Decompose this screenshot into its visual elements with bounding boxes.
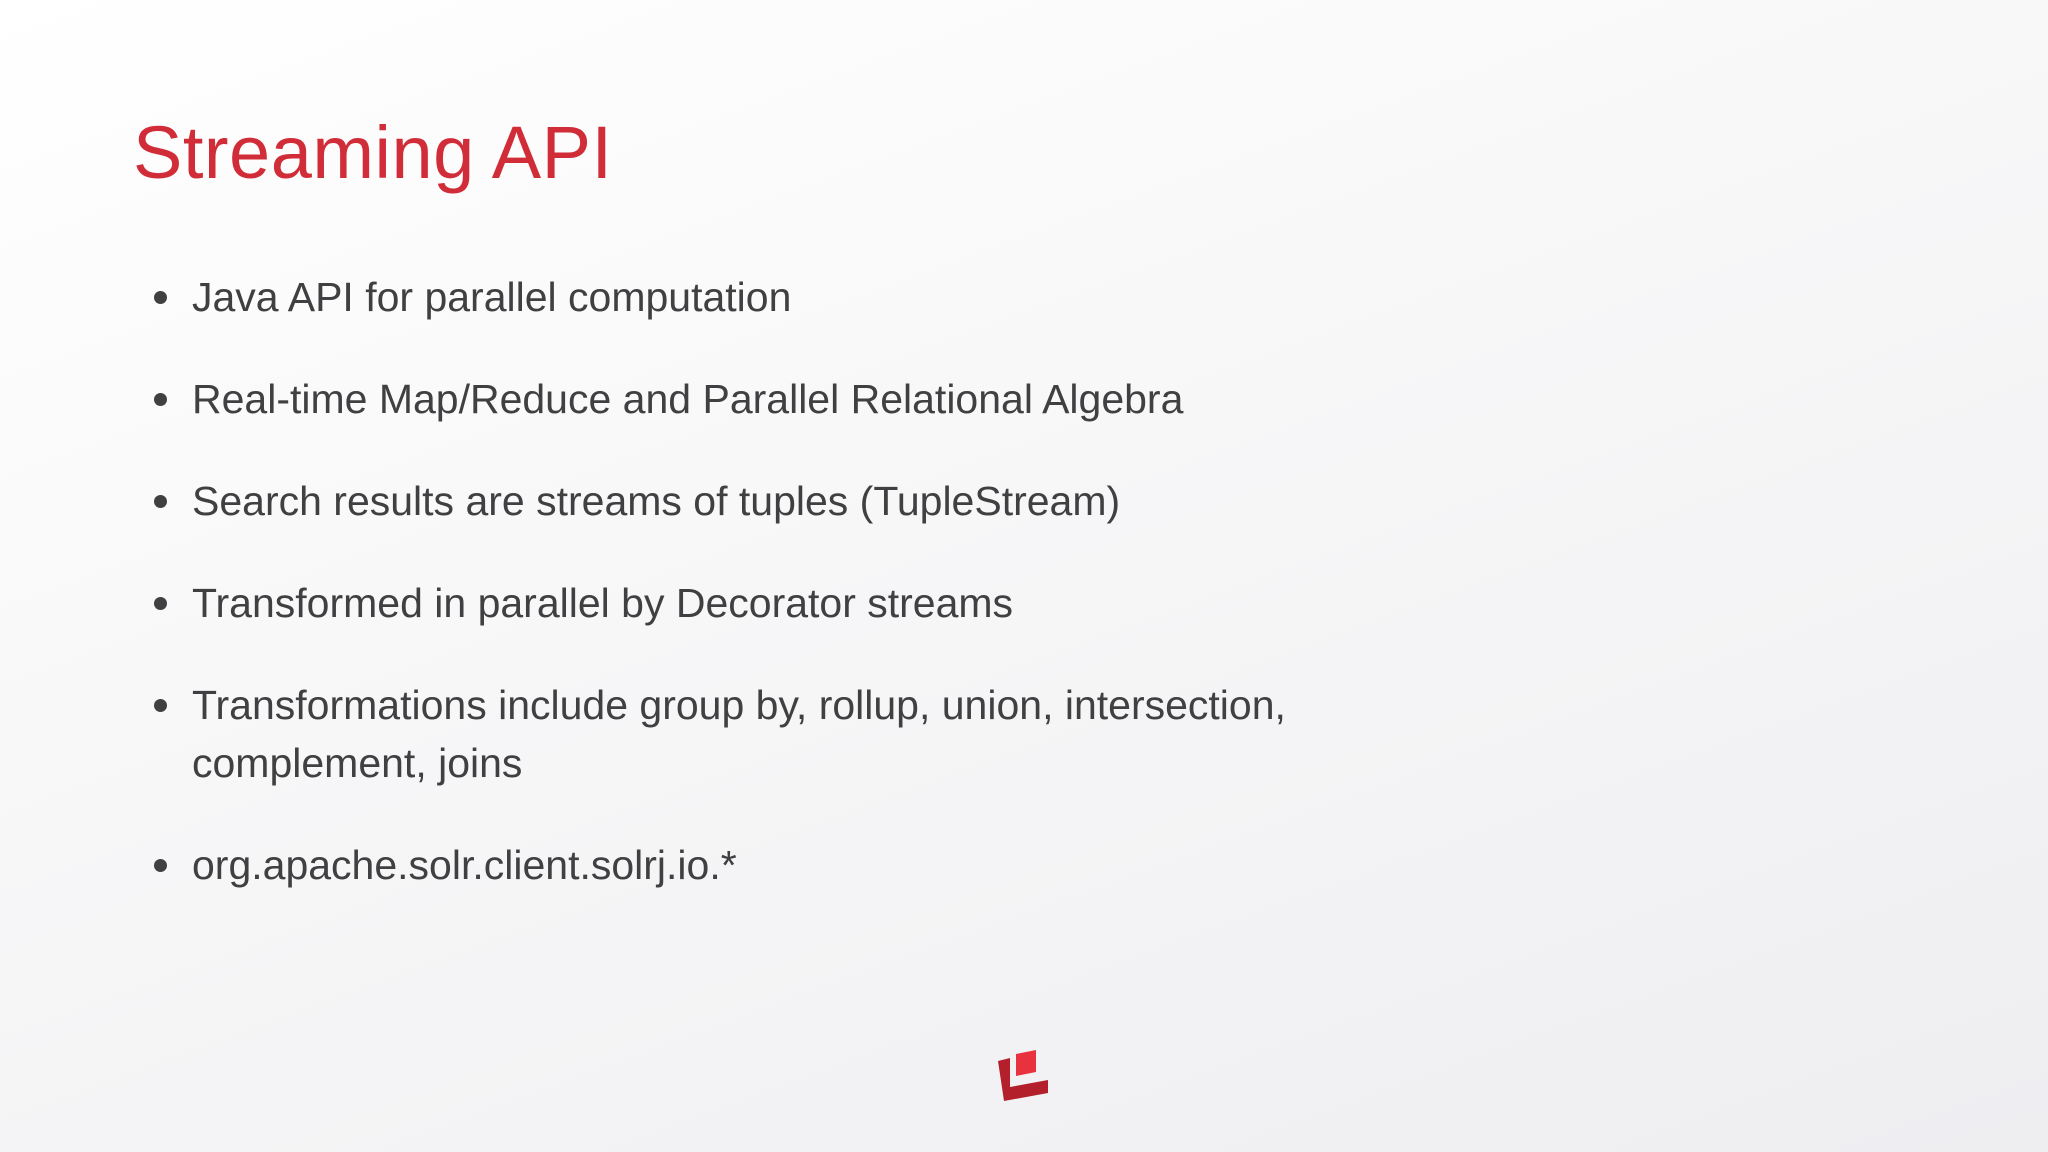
bullet-dot-icon bbox=[154, 597, 167, 610]
bullet-text: Transformations include group by, rollup, union, intersection, complement, joins bbox=[192, 682, 1286, 786]
bullet-item bbox=[150, 370, 1470, 428]
bullet-item bbox=[150, 676, 1470, 792]
bullet-item bbox=[150, 268, 1470, 326]
bullet-item bbox=[150, 574, 1470, 632]
bullet-text: Transformed in parallel by Decorator streams bbox=[192, 580, 1014, 626]
bullet-item bbox=[150, 472, 1470, 530]
bullet-text: Java API for parallel computation bbox=[192, 274, 792, 320]
bullet-text: org.apache.solr.client.solrj.io.* bbox=[192, 842, 737, 888]
bullet-item bbox=[150, 836, 1470, 894]
bullet-list bbox=[150, 268, 1470, 938]
bullet-dot-icon bbox=[154, 291, 167, 304]
bullet-dot-icon bbox=[154, 495, 167, 508]
lucidworks-logo-icon bbox=[996, 1049, 1050, 1103]
slide-title: Streaming API bbox=[133, 111, 613, 194]
bullet-dot-icon bbox=[154, 699, 167, 712]
bullet-dot-icon bbox=[154, 393, 167, 406]
bullet-dot-icon bbox=[154, 859, 167, 872]
bullet-text: Search results are streams of tuples (TupleStream) bbox=[192, 478, 1121, 524]
bullet-text: Real-time Map/Reduce and Parallel Relational Algebra bbox=[192, 376, 1184, 422]
